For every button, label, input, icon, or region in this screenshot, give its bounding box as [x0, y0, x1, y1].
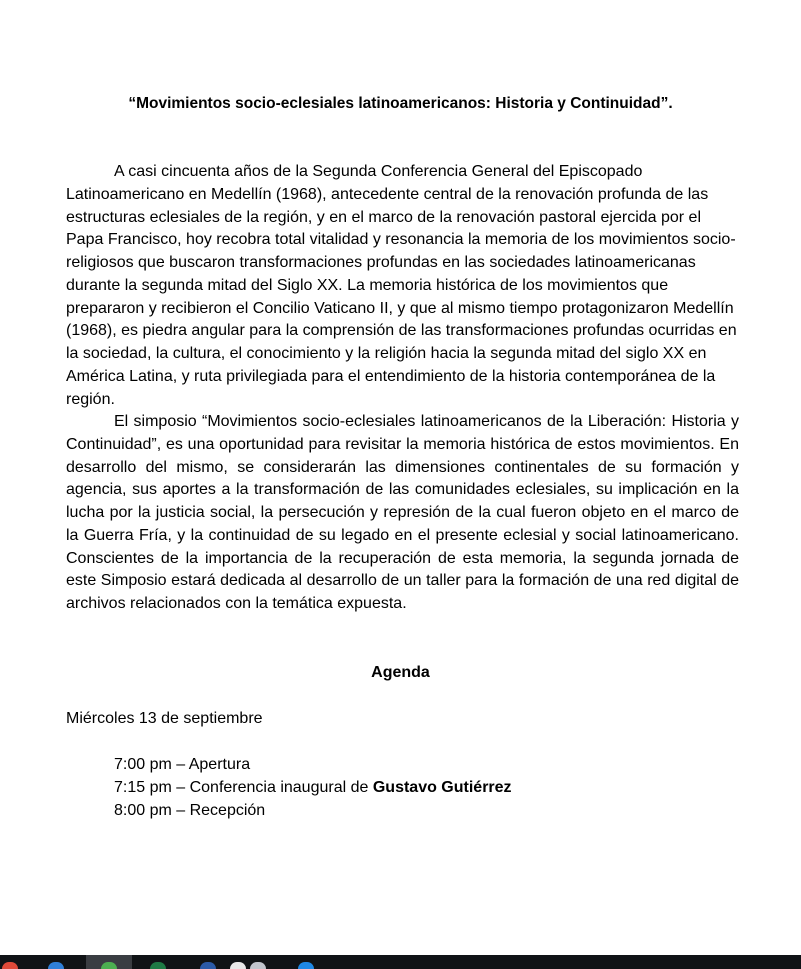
paragraph-intro: A casi cincuenta años de la Segunda Conferencia General del Episcopado Latinoamericano en Medellín (1968), antecedente central de la renovación profunda de las estructuras eclesiales de la región, y en el marco de la renovación pastoral ejercida por el Papa Francisco, hoy recobra total vitalidad y resonancia la memoria de los movimientos socio-religiosos que buscaron transformaciones profundas en las sociedades latinoamericanas durante la segunda mitad del Siglo XX. La memoria histórica de los movimientos que prepararon y recibieron el Concilio Vaticano II, y que al mismo tiempo protagonizaron Medellín (1968), es piedra angular para la comprensión de las transformaciones profundas ocurridas en la sociedad, la cultura, el conocimiento y la religión hacia la segunda mitad del siglo XX en América Latina, y ruta privilegiada para el entendimiento de la historia contemporánea de la región. — [66, 163, 737, 408]
agenda-list — [114, 754, 512, 822]
paragraph-symposium: El simposio “Movimientos socio-eclesiales latinoamericanos de la Liberación: Historia y Continuidad”, es una oportunidad para revisitar la memoria histórica de estos movimientos. En desarrollo del mismo, se considerarán las dimensiones continentales de su formación y agencia, sus aportes a la transformación de las comunidades eclesiales, su implicación en la lucha por la justicia social, la persecución y represión de la cual fueron objeto en el marco de la Guerra Fría, y la continuidad de su legado en el presente eclesial y social latinoamericano. Conscientes de la importancia de la recuperación de esta memoria, la segunda jornada de este Simposio estará dedicada al desarrollo de un taller para la formación de una red digital de archivos relacionados con la temática expuesta. — [66, 413, 739, 612]
agenda-item — [114, 800, 512, 823]
paint-icon[interactable] — [250, 962, 266, 969]
taskbar — [0, 955, 801, 969]
browser-icon[interactable] — [298, 962, 314, 969]
edge-icon[interactable] — [48, 962, 64, 969]
file-explorer-icon[interactable] — [230, 962, 246, 969]
chrome-active-icon[interactable] — [101, 962, 117, 969]
agenda-item — [114, 777, 512, 800]
agenda-speaker: Gustavo Gutiérrez — [372, 778, 512, 796]
agenda-item — [114, 754, 512, 777]
agenda-heading: Agenda — [371, 664, 430, 681]
excel-icon[interactable] — [150, 962, 166, 969]
agenda-date: Miércoles 13 de septiembre — [66, 710, 263, 727]
agenda-item-text: 7:00 pm – Apertura — [114, 756, 251, 773]
chrome-icon[interactable] — [2, 962, 18, 969]
word-icon[interactable] — [200, 962, 216, 969]
agenda-item-text: 8:00 pm – Recepción — [114, 801, 266, 819]
document-title: “Movimientos socio-eclesiales latinoamericanos: Historia y Continuidad”. — [128, 95, 673, 112]
agenda-item-text: 7:15 pm – Conferencia inaugural de — [114, 778, 373, 796]
